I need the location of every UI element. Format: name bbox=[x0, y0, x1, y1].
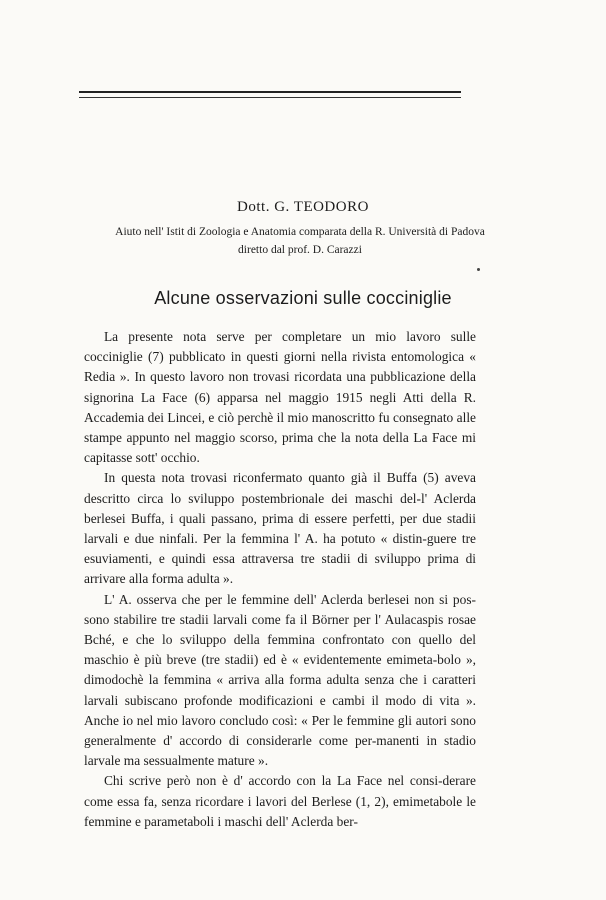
affiliation bbox=[60, 223, 540, 259]
affiliation-line-2: diretto dal prof. D. Carazzi bbox=[238, 244, 362, 256]
article-title: Alcune osservazioni sulle cocciniglie bbox=[154, 288, 452, 308]
article-body bbox=[84, 327, 476, 832]
paragraph-1: La presente nota serve per completare un mio lavoro sulle cocciniglie (7) pubblicato in questi giorni nella rivista entomologica « Redia ». In questo lavoro non trovasi ricordata una pubblicazione della signorina La Face (6) apparsa nel maggio 1915 negli Atti della R. Accademia dei Lincei, e ciò perchè il mio manoscritto fu consegnato alle stampe appunto nel maggio scorso, prima che la nota della La Face mi capitasse sott' occhio. bbox=[84, 329, 476, 466]
header-rule-thin bbox=[79, 97, 461, 98]
header-rule-thick bbox=[79, 91, 461, 93]
paragraph-3: L' A. osserva che per le femmine dell' Aclerda berlesei non si pos-sono stabilire tre stadii larvali come fa il Börner per l' Aulacaspis rosae Bché, e che lo sviluppo della femmina confrontato con quello del maschio è più breve (tre stadii) ed è « evidentemente emimeta-bolo », dimodochè la femmina « arriva alla forma adulta senza che i caratteri larvali subiscano profonde modificazioni e cambi il modo di vita ». Anche io nel mio lavoro concludo così: « Per le femmine gli autori sono generalmente d' accordo di considerarle come per-manenti in stadio larvale ma sessualmente mature ». bbox=[84, 591, 476, 769]
affiliation-line-1: Aiuto nell' Istit di Zoologia e Anatomia comparata della R. Università di Padova bbox=[115, 226, 485, 238]
author-line: Dott. G. TEODORO bbox=[237, 199, 369, 215]
paragraph-2: In questa nota trovasi riconfermato quanto già il Buffa (5) aveva descritto circa lo sviluppo postembrionale dei maschi del-l' Aclerda berlesei Buffa, i quali passano, prima di essere perfetti, per due stadii larvali e due ninfali. Per la femmina l' A. ha potuto « distin-guere tre esuviamenti, e quindi essa attraversa tre stadii di sviluppo prima di arrivare alla forma adulta ». bbox=[84, 470, 476, 587]
ink-speck bbox=[477, 268, 480, 271]
paragraph-4: Chi scrive però non è d' accordo con la La Face nel consi-derare come essa fa, senza ricordare i lavori del Berlese (1, 2), emimetabole le femmine e parametaboli i maschi dell' Aclerda ber- bbox=[84, 773, 476, 829]
